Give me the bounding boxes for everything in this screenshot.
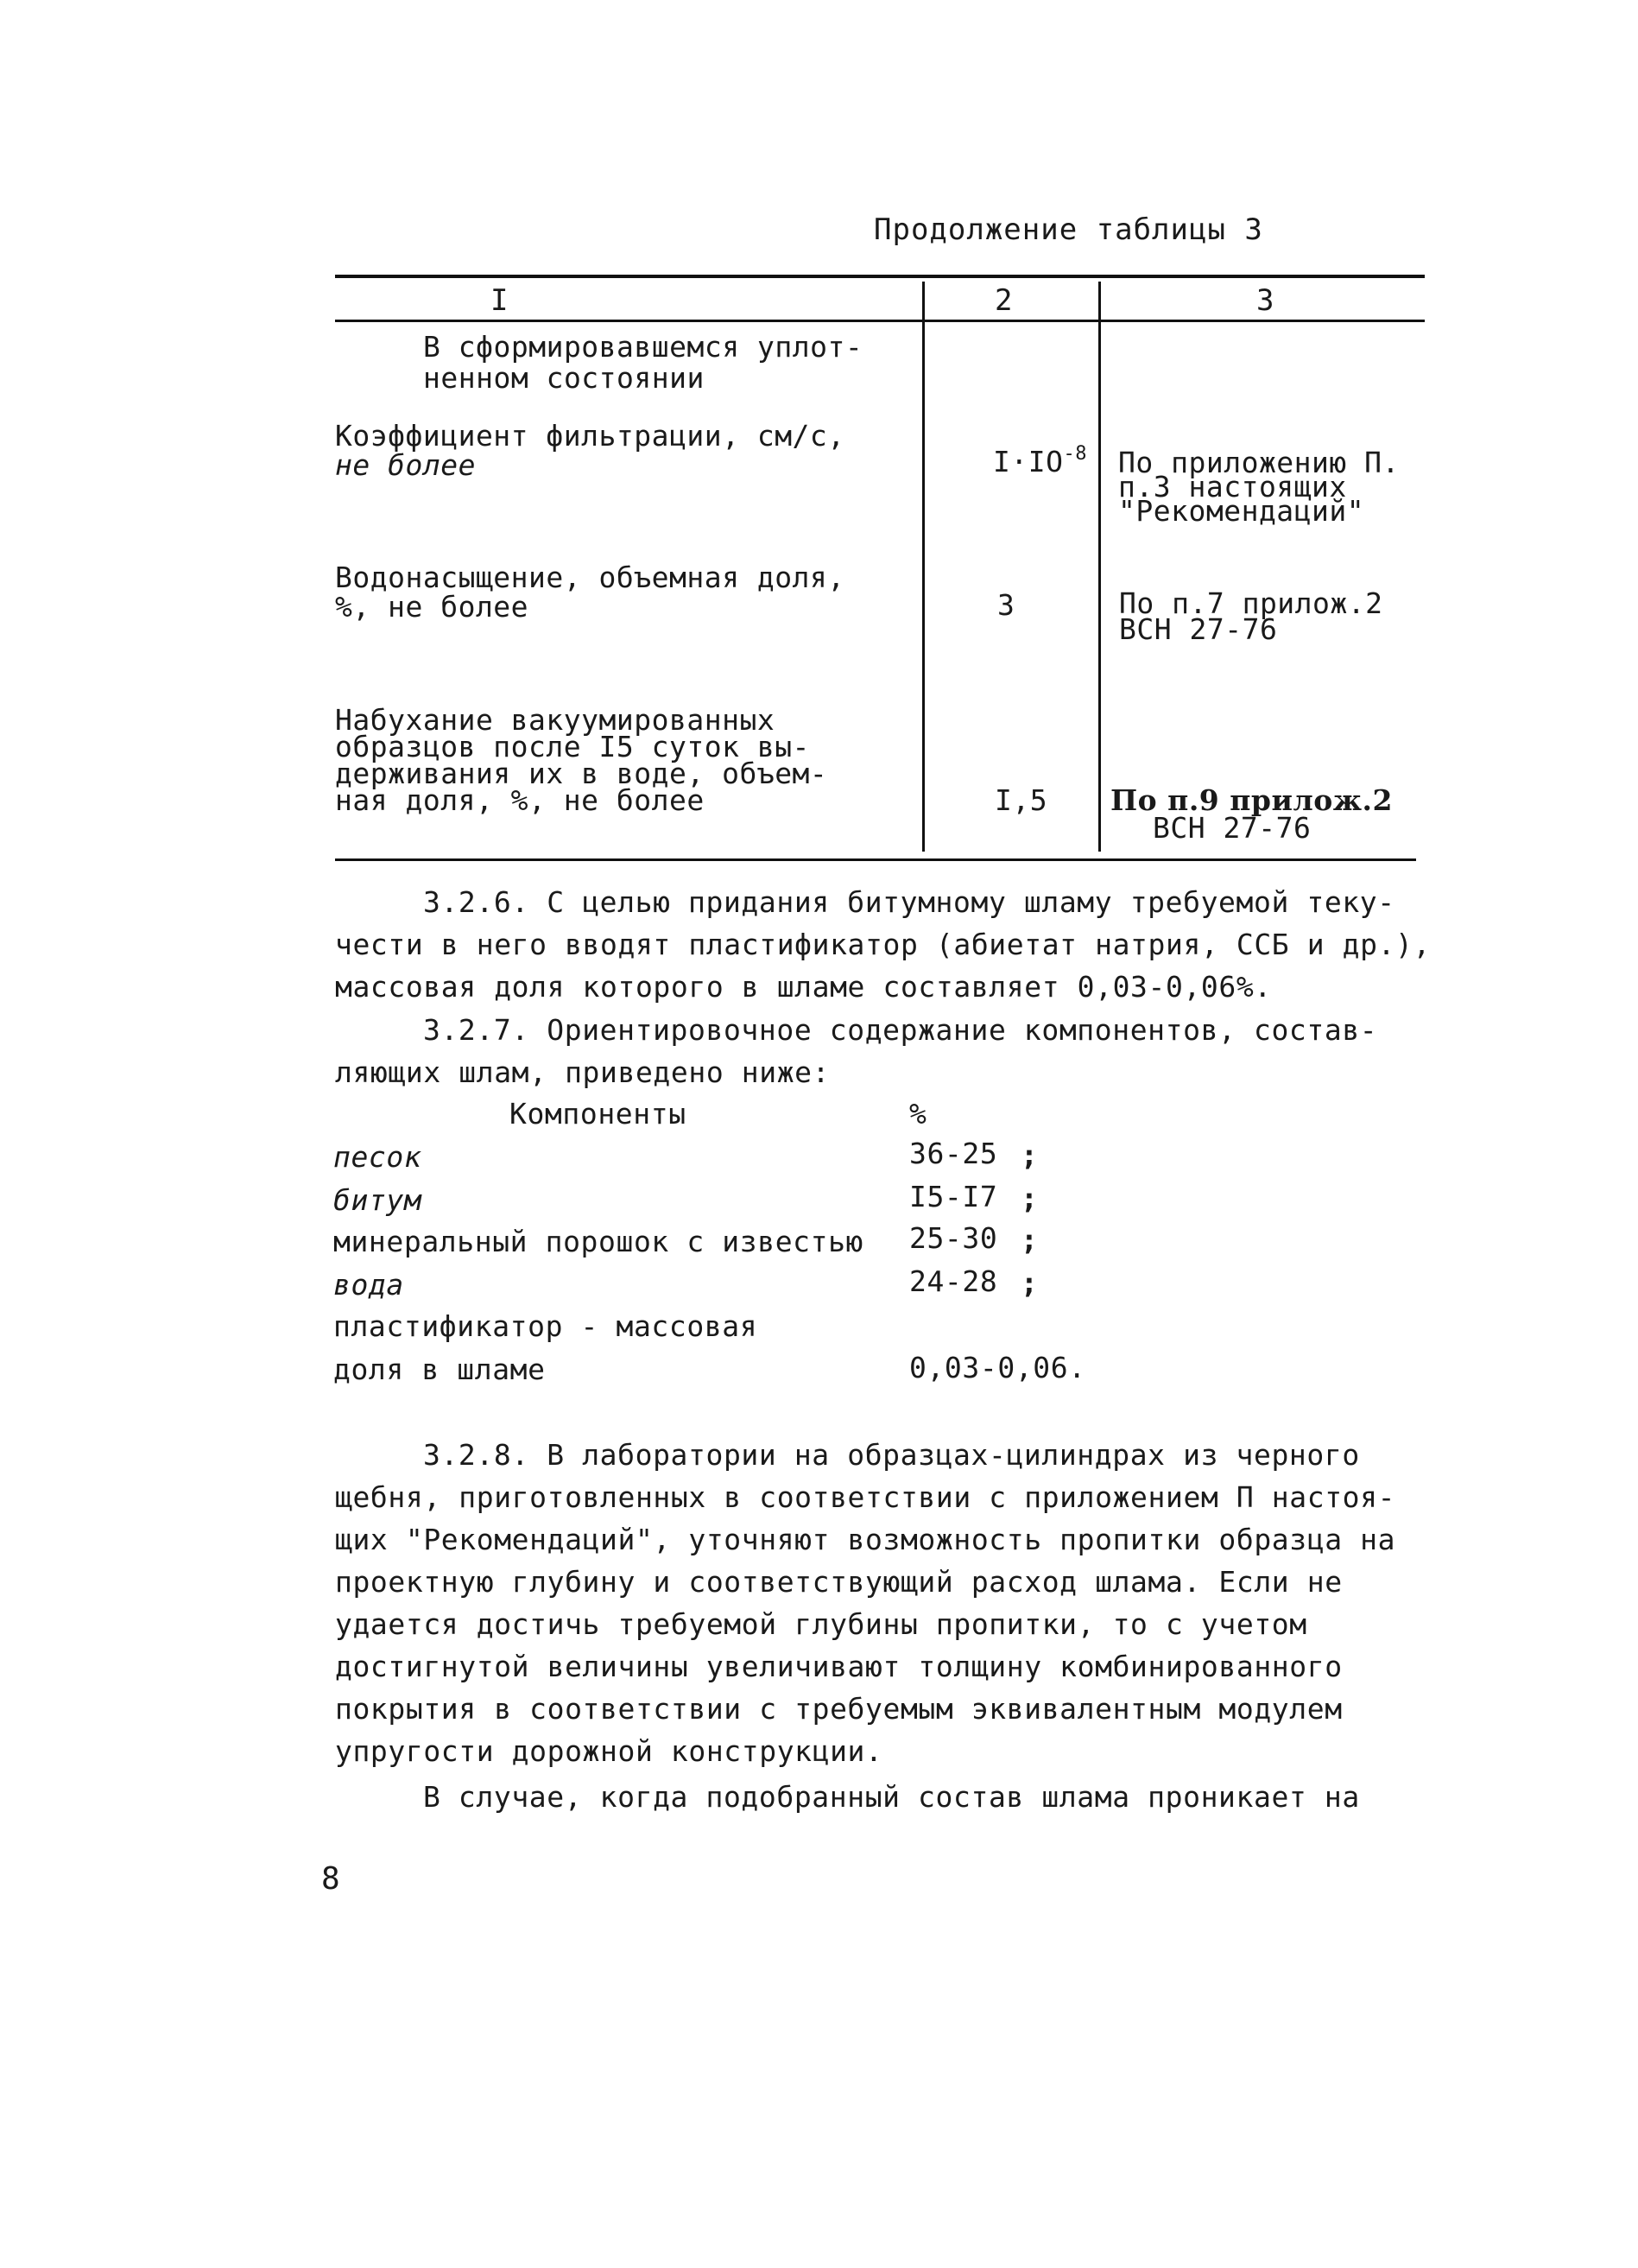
row2-parameter: Водонасыщение, объемная доля, %, не более (335, 561, 845, 624)
component-separator: ; (1021, 1266, 1038, 1300)
paragraph-3-2-8: 3.2.8. В лаборатории на образцах-цилиндрах из черного щебня, приготовленных в соответствии с приложением П настоя- щих "Рекомендаций", уточняют возможность пропитки образца на проектную глубину и соответствующий расход шлама. Если не удается достичь требуемой глубины пропитки, то с учетом достигнутой величины увеличивают толщину комбинированного покрытия в соответствии с требуемым эквивалентным модулем упругости дорожной конструкции. (335, 1438, 1396, 1768)
row1-method: По приложению П. п.3 настоящих "Рекомендаций" (1118, 446, 1400, 528)
component-separator: ; (1021, 1223, 1038, 1257)
table-header-col1: I (490, 283, 509, 318)
row1-value (993, 443, 1087, 478)
table-header-col2: 2 (995, 283, 1013, 318)
row3-value: I,5 (995, 783, 1048, 817)
row3-parameter: Набухание вакуумированных образцов после I5 суток вы- держивания их в воде, объем- ная доля, %, не более (335, 703, 828, 817)
table-section-title: В сформировавшемся уплот- ненном состоянии (423, 330, 863, 395)
row2-value: 3 (997, 588, 1015, 622)
table-header-rule (335, 320, 1425, 322)
row3-method-line2: ВСН 27-76 (1153, 811, 1312, 845)
table-top-rule (335, 275, 1425, 278)
component-value: 24-28 (909, 1264, 998, 1298)
component-value: 0,03-0,06. (909, 1351, 1086, 1384)
table-caption: Продолжение таблицы 3 (874, 212, 1263, 247)
row1-value-exponent: -8 (1063, 443, 1087, 465)
component-name: вода (333, 1268, 404, 1302)
table-bottom-rule (335, 858, 1416, 861)
row1-parameter-line2: не более (335, 448, 476, 482)
components-header: Компоненты (509, 1097, 686, 1131)
table-header-col3: 3 (1256, 283, 1274, 318)
paragraph-3-2-7: 3.2.7. Ориентировочное содержание компонентов, состав- ляющих шлам, приведено ниже: (335, 1013, 1378, 1089)
component-separator: ; (1021, 1182, 1038, 1215)
component-value: I5-I7 (909, 1180, 998, 1213)
component-value: 25-30 (909, 1221, 998, 1255)
component-name: доля в шламе (333, 1353, 546, 1386)
component-name: минеральный порошок с известью (333, 1225, 864, 1258)
components-percent-header: % (909, 1097, 927, 1131)
paragraph-continuation: В случае, когда подобранный состав шлама проникает на (423, 1780, 1360, 1814)
row3-method-line1: По п.9 прилож.2 (1110, 783, 1394, 817)
paragraph-3-2-6: 3.2.6. С целью придания битумному шламу требуемой теку- чести в него вводят пластификатор (абиетат натрия, ССБ и др.), массовая доля которого в шламе составляет 0,03-0,06%. (335, 885, 1431, 1004)
component-name: песок (333, 1140, 422, 1174)
component-value: 36-25 (909, 1137, 998, 1170)
table-col-divider-1 (922, 282, 925, 852)
page-number: 8 (321, 1861, 340, 1897)
row2-method: По п.7 прилож.2 ВСН 27-76 (1119, 586, 1383, 646)
component-separator: ; (1021, 1138, 1038, 1172)
component-name: битум (333, 1183, 422, 1217)
component-name: пластификатор - массовая (333, 1309, 758, 1343)
table-col-divider-2 (1098, 282, 1101, 852)
row1-value-base: I·IO (993, 445, 1064, 478)
row1-parameter-line1: Коэффициент фильтрации, см/с, (335, 419, 845, 453)
